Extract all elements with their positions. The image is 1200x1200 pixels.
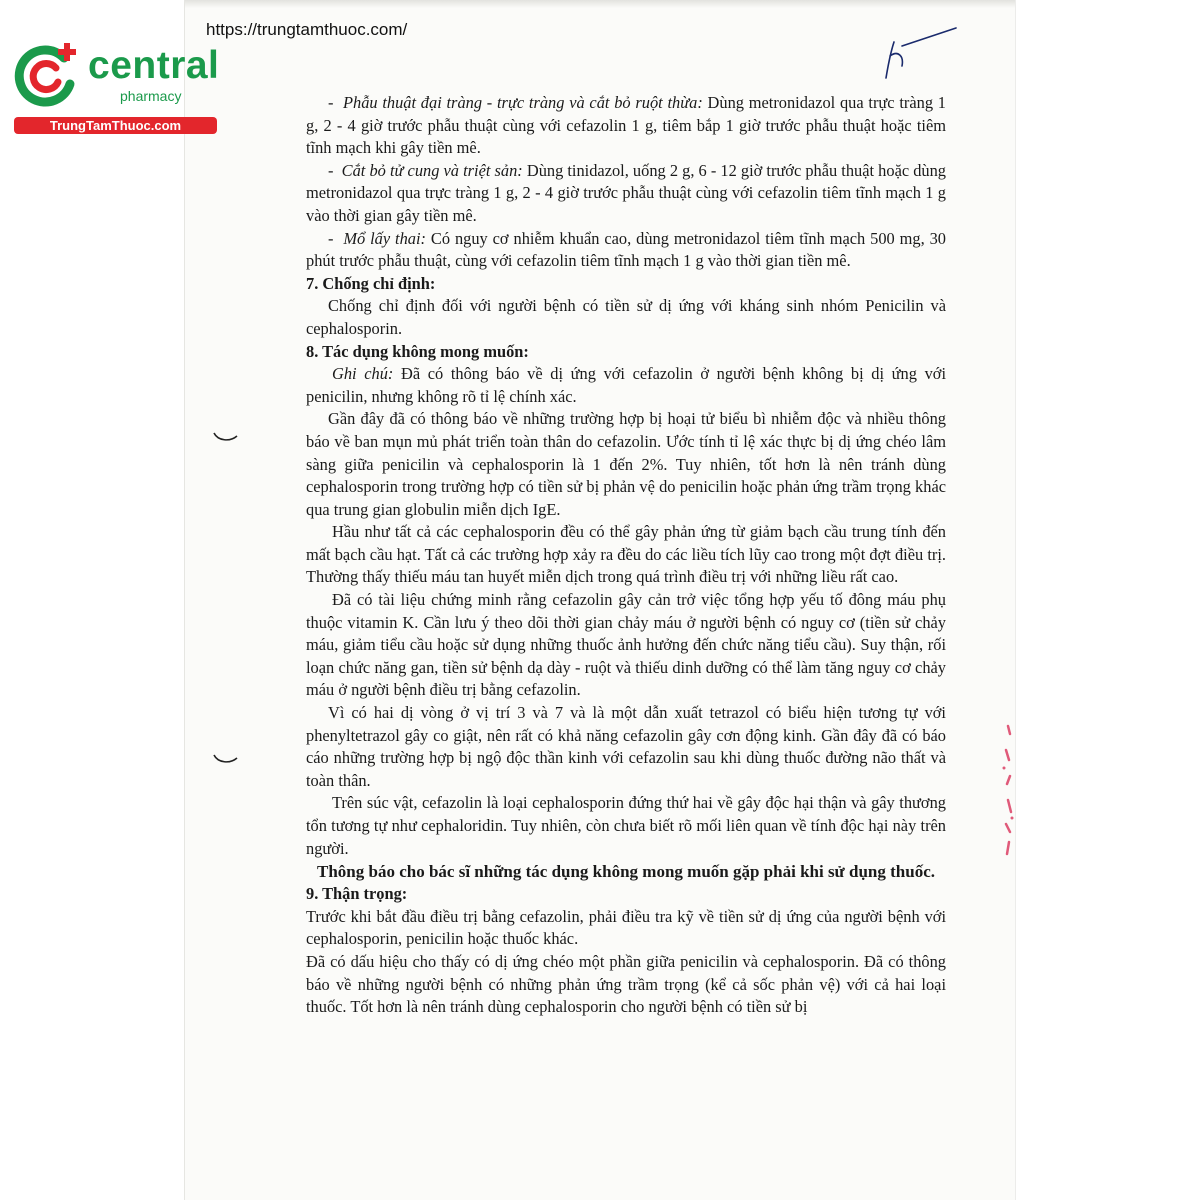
scan-edge [185, 0, 1015, 8]
paragraph: - Cắt bỏ tử cung và triệt sản: Dùng tinidazol, uống 2 g, 6 - 12 giờ trước phẫu thuật hoặc dùng metronidazol qua trực tràng 1 g, 2 - 4 giờ trước phẫu thuật cùng với cefazolin tiêm tĩnh mạch 1 g vào thời gian gây tiền mê. [306, 160, 947, 225]
section-heading: 8. Tác dụng không mong muốn: [306, 341, 529, 361]
doctor-notice: Thông báo cho bác sĩ những tác dụng không mong muốn gặp phải khi sử dụng thuốc. [317, 862, 935, 882]
paragraph: Chống chỉ định đối với người bệnh có tiền sử dị ứng với kháng sinh nhóm Penicilin và cephalosporin. [306, 296, 946, 338]
paragraph-text: Dùng tinidazol, uống 2 g, 6 - 12 giờ trước phẫu thuật hoặc dùng metronidazol qua trực tràng 1 g, 2 - 4 giờ trước phẫu thuật cùng với cefazolin tiêm tĩnh mạch 1 g vào thời gian gây tiền mê. [306, 160, 947, 225]
logo-subtitle: pharmacy [120, 88, 182, 104]
paragraph: Đã có dấu hiệu cho thấy có dị ứng chéo một phần giữa penicilin và cephalosporin. Đã có thông báo về những người bệnh có những phản ứng trầm trọng (kể cả sốc phản vệ) với cả hai loại thuốc. Tốt hơn là nên tránh dùng cephalosporin cho người bệnh có tiền sử bị [306, 951, 946, 1017]
paragraph: Trước khi bắt đầu điều trị bằng cefazolin, phải điều tra kỹ về tiền sử dị ứng của người bệnh với cephalosporin, penicilin hoặc thuốc khác. [306, 906, 946, 949]
paragraph-text: Dùng metronidazol qua trực tràng 1 g, 2 - 4 giờ trước phẫu thuật cùng với cefazolin 1 g, tiêm bắp 1 giờ trước phẫu thuật hoặc tiêm tĩnh mạch khi gây tiền mê. [306, 93, 946, 158]
paragraph-text: Có nguy cơ nhiễm khuẩn cao, dùng metronidazol tiêm tĩnh mạch 500 mg, 30 phút trước phẫu thuật, cùng với cefazolin tiêm tĩnh mạch 1 g vào thời gian tiền mê. [306, 228, 946, 271]
document-body [306, 92, 946, 1019]
paragraph-text: Đã có thông báo về dị ứng với cefazolin ở người bệnh không bị dị ứng với penicilin, nhưng không rõ tỉ lệ chính xác. [306, 364, 946, 406]
procedure-label: Mổ lấy thai: [343, 228, 426, 248]
paragraph: Hầu như tất cả các cephalosporin đều có thể gây phản ứng từ giảm bạch cầu trung tính đến mất bạch cầu hạt. Tất cả các trường hợp xảy ra đều do các liều tích lũy cao trong một đợt điều trị. Thường thấy thiếu máu tan huyết miễn dịch trong quá trình điều trị với những liều rất cao. [306, 522, 946, 587]
brand-logo[interactable] [8, 36, 220, 136]
paragraph: Đã có tài liệu chứng minh rằng cefazolin gây cản trở việc tổng hợp yếu tố đông máu phụ thuộc vitamin K. Cần lưu ý theo dõi thời gian chảy máu ở người bệnh có nguy cơ (tiền sử chảy máu, giảm tiểu cầu hoặc sử dụng những thuốc ảnh hưởng đến chức năng tiểu cầu). Suy thận, rối loạn chức năng gan, tiền sử bệnh dạ dày - ruột và thiếu dinh dưỡng có thể làm tăng nguy cơ chảy máu ở người bệnh điều trị bằng cefazolin. [306, 590, 946, 700]
paragraph: Gần đây đã có thông báo về những trường hợp bị hoại tử biểu bì nhiễm độc và nhiều thông báo về ban mụn mủ phát triển toàn thân do cefazolin. Ước tính tỉ lệ xác thực bị dị ứng chéo lâm sàng giữa penicilin và cephalosporin là 1 đến 2%. Tuy nhiên, tốt hơn là nên tránh dùng cephalosporin trong trường hợp có tiền sử bị phản vệ do penicilin hoặc phản ứng trầm trọng khác qua trung gian globulin miễn dịch IgE. [306, 409, 946, 519]
seal-stamp-edge [998, 720, 1018, 860]
logo-name: central [88, 44, 220, 87]
paragraph: Trên súc vật, cefazolin là loại cephalosporin đứng thứ hai về gây độc hại thận và gây thương tổn tương tự như cephaloridin. Tuy nhiên, còn chưa biết rõ mối liên quan về tính độc hại này trên người. [306, 793, 946, 858]
punch-hole-mark [210, 430, 240, 444]
procedure-label: Phẫu thuật đại tràng - trực tràng và cắt bỏ ruột thừa: [342, 93, 703, 112]
paragraph: - Phẫu thuật đại tràng - trực tràng và cắt bỏ ruột thừa: Dùng metronidazol qua trực tràng 1 g, 2 - 4 giờ trước phẫu thuật cùng với cefazolin 1 g, tiêm bắp 1 giờ trước phẫu thuật hoặc tiêm tĩnh mạch khi gây tiền mê. [306, 93, 946, 158]
procedure-label: Cắt bỏ tử cung và triệt sản: [341, 160, 523, 180]
paragraph: - Mổ lấy thai: Có nguy cơ nhiễm khuẩn cao, dùng metronidazol tiêm tĩnh mạch 500 mg, 30 phút trước phẫu thuật, cùng với cefazolin tiêm tĩnh mạch 1 g vào thời gian tiền mê. [306, 228, 946, 271]
pharmacy-logo-icon [12, 40, 82, 110]
signature-mark [880, 26, 960, 86]
logo-banner: TrungTamThuoc.com [14, 117, 217, 134]
source-url[interactable]: https://trungtamthuoc.com/ [206, 20, 408, 39]
paragraph: Vì có hai dị vòng ở vị trí 3 và 7 và là một dẫn xuất tetrazol có biểu hiện tương tự với phenyltetrazol gây co giật, nên rất có khả năng cefazolin gây cơn động kinh. Gần đây đã có báo cáo những trường hợp bị ngộ độc thần kinh với cefazolin sau khi dùng thuốc đường não thất và toàn thân. [306, 703, 946, 790]
section-heading: 9. Thận trọng: [306, 884, 408, 904]
paragraph [306, 363, 946, 408]
section-heading: 7. Chống chỉ định: [306, 273, 436, 293]
note-label: Ghi chú: [332, 364, 394, 384]
punch-hole-mark [210, 752, 240, 766]
